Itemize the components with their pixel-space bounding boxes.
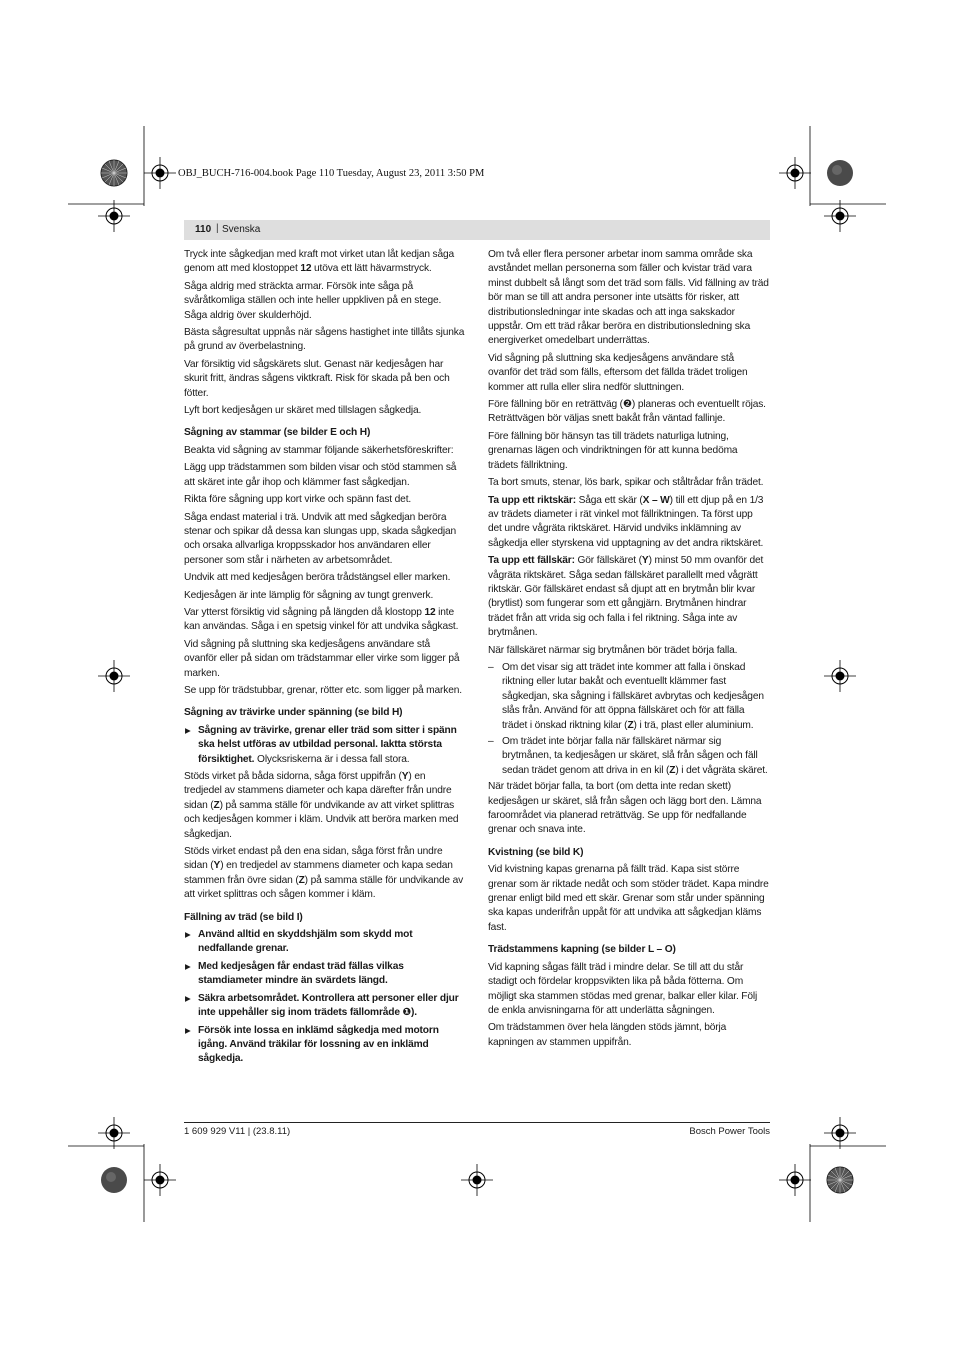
warning-bullet: ▶ Sågning av trävirke, grenar eller träd som sitter i spänn ska helst utföras av utbildad personal. Iaktta största försiktighet. Olycksriskerna är i dessa fall stora. xyxy=(184,724,465,767)
paragraph: Rikta före sågning upp kort virke och spänn fast det. xyxy=(184,494,412,506)
left-column xyxy=(184,248,465,1070)
paragraph: Såga aldrig med sträckta armar. Försök inte såga på svåråtkomliga ställen och inte heller uppkliven på en stege. Såga aldrig över skulderhöjd. xyxy=(184,280,442,321)
warning-bullet: ▶ Med kedjesågen får endast träd fällas vilkas stamdiameter mindre än svärdets längd. xyxy=(184,960,465,989)
paragraph: Vid kvistning kapas grenarna på fällt träd. Kapa sist större grenar som är riktade nedåt och som stöder trädet. Kapa mindre grenar enligt bild med ett skär. Grenar som står under spänning ska kapas underifrån uppåt för att undvika att sågkedjan kläms fast. xyxy=(488,864,769,933)
paragraph: Var ytterst försiktig vid sågning på längden då klostopp 12 inte kan användas. Såga i en spetsig vinkel för att undvika sågkast. xyxy=(184,606,459,633)
footer-doc-number: 1 609 929 V11 | (23.8.11) xyxy=(184,1126,291,1137)
paragraph: Ta upp ett fällskär: Gör fällskäret (Y) minst 50 mm ovanför det vågräta riktskäret. Såga sedan fällskäret parallellt med vågrätt riktskär. Gör fällskäret endast så djupt att en brytmån blir kvar (brytlist) som fungerar som ett gångjärn. Brytmånen hindrar trädet från att vrida sig och falla i fel riktning. Såga inte av brytmånen. xyxy=(488,555,764,639)
paragraph: Kedjesågen är inte lämplig för sågning av tungt grenverk. xyxy=(184,589,434,601)
header-language: Svenska xyxy=(222,224,261,235)
right-column xyxy=(488,248,769,1053)
warning-bullet: ▶ Säkra arbetsområdet. Kontrollera att personer eller djur inte uppehåller sig inom trädets fällområde ❶). xyxy=(184,992,465,1021)
section-heading: Kvistning (se bild K) xyxy=(488,846,584,858)
paragraph: Se upp för trädstubbar, grenar, rötter etc. som ligger på marken. xyxy=(184,684,462,696)
paragraph: Stöds virket på båda sidorna, såga först uppifrån (Y) en tredjedel av stammens diameter och kapa därefter från undre sidan (Z) på samma ställe för undvikande av att virket splittras och kedjesågen kommer i kläm. Undvik att beröra marken med sågkedjan. xyxy=(184,771,459,840)
section-heading: Sågning av trävirke under spänning (se bild H) xyxy=(184,707,403,719)
paragraph: När fällskäret närmar sig brytmånen bör trädet börja falla. xyxy=(488,644,738,656)
footer-brand: Bosch Power Tools xyxy=(689,1126,770,1137)
page-header xyxy=(184,220,770,240)
paragraph: Såga endast material i trä. Undvik att med sågkedjan beröra stenar och spikar då dessa kan slungas upp, skada sågkedjan och orsaka allvarliga kroppsskador hos användaren eller personer som står i närheten av arbetsområdet. xyxy=(184,511,457,566)
paragraph: Vid kapning sågas fällt träd i mindre delar. Se till att du står stadigt och fördelar kroppsvikten lika på båda fötterna. Om möjligt ska stammen stödas med grenar, balkar eller kilar. Följ de enkla anvisningarna för att underlätta sågningen. xyxy=(488,961,758,1016)
paragraph: Lägg upp trädstammen som bilden visar och stöd stammen så att skäret inte går ihop och klämmer fast sågkedjan. xyxy=(184,462,457,488)
paragraph: Var försiktig vid sågskärets slut. Genast när kedjesågen har skurit fritt, ändras sågens viktkraft. Risk för skada på ben och fötter. xyxy=(184,358,450,399)
paragraph: Stöds virket endast på den ena sidan, såga först från undre sidan (Y) en tredjedel av stammens diameter och kapa sedan stammen från övre sidan (Z) på samma ställe för undvikande av att virket splittras och sågen kommer i kläm. xyxy=(184,846,464,901)
warning-bullet: ▶ Försök inte lossa en inklämd sågkedja med motorn igång. Använd träkilar för lossning av en inklämd sågkedja. xyxy=(184,1024,465,1067)
paragraph: När trädet börjar falla, ta bort (om detta inte redan skett) kedjesågen ur skäret, slå från sågen och lägg bort den. Lämna faroområdet via planerad reträttväg. Se upp för nedfallande grenar och snava inte. xyxy=(488,781,762,836)
paragraph: Tryck inte sågkedjan med kraft mot virket utan låt kedjan såga genom att med klostoppet 12 utöva ett lätt hävarmstryck. xyxy=(184,249,455,275)
paragraph: Ta upp ett riktskär: Såga ett skär (X – W) till ett djup på en 1/3 av trädets diameter i rät vinkel mot fällriktningen. Ta först upp det undre vågräta riktskäret. Härvid undviks inklämning av sågkedja eller styrskena vid upptagning av det andra riktskäret. xyxy=(488,494,764,549)
dash-item: – Om trädet inte börjar falla när fällskäret närmar sig brytmånen, ta kedjesågen ur skäret, slå från sågen och fäll sedan trädet genom att driva in en kil (Z) i det vågräta skäret. xyxy=(488,735,769,778)
paragraph: Om två eller flera personer arbetar inom samma område ska avståndet mellan personerna som fäller och kvistar träd vara minst dubbelt så långt som det träd som fälls. Vid fällning av träd bör man se till att andra personer inte utsätts för risker, att distributionsledningar inte skadas och att inga sakskador uppstår. Om ett träd råkar beröra en distributionsledning ska energiverket omedelbart underrättas. xyxy=(488,249,769,347)
paragraph: Bästa sågresultat uppnås när sågens hastighet inte tillåts sjunka på grund av överbelastning. xyxy=(184,327,465,353)
paragraph: Om trädstammen över hela längden stöds jämnt, börja kapningen av stammen uppifrån. xyxy=(488,1022,727,1048)
paragraph: Lyft bort kedjesågen ur skäret med tillslagen sågkedja. xyxy=(184,405,422,417)
print-info: OBJ_BUCH-716-004.book Page 110 Tuesday, August 23, 2011 3:50 PM xyxy=(178,168,485,179)
paragraph: Före fällning bör en reträttväg (❷) planeras och eventuellt röjas. Reträttvägen bör väljas snett bakåt från väntad fallinje. xyxy=(488,399,766,425)
section-heading: Trädstammens kapning (se bilder L – O) xyxy=(488,944,676,956)
header-separator: | xyxy=(216,223,219,234)
paragraph: Vid sågning på sluttning ska kedjesågens användare stå ovanför eller på sidan om trädstammar eller virke som ligger på marken. xyxy=(184,638,460,679)
footer-rule xyxy=(184,1122,770,1123)
dash-item: – Om det visar sig att trädet inte kommer att falla i önskad riktning eller lutar bakåt och eventuellt klämmer fast sågkedjan, ska sågning i fällskäret avbrytas och kedjesågen slås från. Använd för att öppna fällskäret och för att fälla trädet i önskad riktning kilar (Z) i trä, plast eller aluminium. xyxy=(488,661,769,733)
warning-bullet: ▶ Använd alltid en skyddshjälm som skydd mot nedfallande grenar. xyxy=(184,928,465,957)
paragraph: Beakta vid sågning av stammar följande säkerhetsföreskrifter: xyxy=(184,444,454,456)
page-number: 110 xyxy=(195,224,212,235)
section-heading: Sågning av stammar (se bilder E och H) xyxy=(184,427,371,439)
paragraph: Ta bort smuts, stenar, lös bark, spikar och ståltrådar från trädet. xyxy=(488,477,764,489)
section-heading: Fällning av träd (se bild I) xyxy=(184,911,303,923)
paragraph: Undvik att med kedjesågen beröra trådstängsel eller marken. xyxy=(184,572,451,584)
paragraph: Före fällning bör hänsyn tas till trädets naturliga lutning, grenarnas lägen och vindriktningen för att kunna bedöma trädets fällriktning. xyxy=(488,430,738,471)
paragraph: Vid sågning på sluttning ska kedjesågens användare stå ovanför det träd som fälls, eftersom det fällda trädet troligen kommer att rulla eller slira nedför sluttningen. xyxy=(488,352,748,393)
